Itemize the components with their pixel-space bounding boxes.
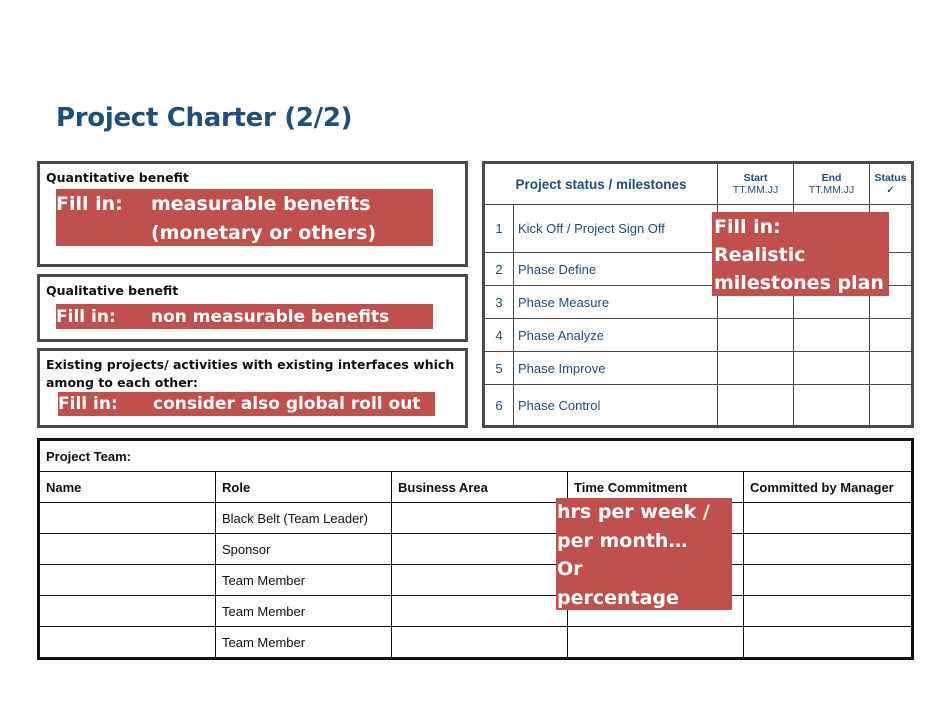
existing-fill-prefix: Fill in:	[58, 394, 118, 414]
start-label: Start	[743, 172, 768, 184]
time-fill-line1: hrs per week /	[557, 501, 710, 523]
milestone-status-cell[interactable]	[870, 319, 913, 352]
existing-fill-note	[58, 392, 435, 416]
table-row	[39, 534, 913, 565]
existing-projects-label: Existing projects/ activities with existing interfaces which among to each other:	[46, 357, 455, 390]
milestone-number: 4	[484, 319, 514, 352]
milestone-name: Phase Analyze	[514, 319, 718, 352]
role-cell: Black Belt (Team Leader)	[216, 503, 392, 534]
time-commitment-cell[interactable]	[568, 627, 744, 659]
table-row	[39, 565, 913, 596]
time-fill-line4: percentage	[557, 586, 679, 609]
milestones-fill-line3: milestones plan	[714, 272, 884, 294]
milestone-name: Phase Define	[514, 253, 718, 286]
start-format: TT.MM.JJ	[732, 184, 779, 196]
role-cell: Team Member	[216, 627, 392, 659]
quantitative-fill-line1: measurable benefits	[151, 193, 371, 215]
table-row	[39, 627, 913, 659]
status-header	[870, 163, 913, 205]
committed-cell[interactable]	[744, 627, 913, 659]
table-row	[39, 596, 913, 627]
milestone-row	[484, 319, 913, 352]
milestone-start-cell[interactable]	[718, 319, 794, 352]
table-row	[39, 503, 913, 534]
start-header	[718, 163, 794, 205]
quantitative-fill-note	[56, 189, 433, 246]
col-time-commitment-header: Time Commitment	[568, 472, 744, 503]
milestones-header-row	[484, 163, 913, 205]
milestone-status-cell[interactable]	[870, 385, 913, 427]
milestone-number: 6	[484, 385, 514, 427]
milestones-header: Project status / milestones	[484, 163, 718, 205]
end-header	[794, 163, 870, 205]
milestone-row	[484, 385, 913, 427]
milestone-row	[484, 352, 913, 385]
col-committed-by-manager-header: Committed by Manager	[744, 472, 913, 503]
milestone-name: Phase Measure	[514, 286, 718, 319]
business-area-cell[interactable]	[392, 503, 568, 534]
milestone-name: Phase Improve	[514, 352, 718, 385]
milestone-end-cell[interactable]	[794, 385, 870, 427]
business-area-cell[interactable]	[392, 534, 568, 565]
committed-cell[interactable]	[744, 534, 913, 565]
team-header-row	[39, 472, 913, 503]
name-cell[interactable]	[39, 565, 216, 596]
name-cell[interactable]	[39, 534, 216, 565]
business-area-cell[interactable]	[392, 627, 568, 659]
quantitative-fill-prefix: Fill in:	[56, 193, 123, 215]
milestone-start-cell[interactable]	[718, 385, 794, 427]
status-label: Status	[874, 172, 907, 184]
milestone-number: 2	[484, 253, 514, 286]
business-area-cell[interactable]	[392, 596, 568, 627]
business-area-cell[interactable]	[392, 565, 568, 596]
team-title-row	[39, 440, 913, 472]
checkmark-icon: ✓	[886, 184, 895, 196]
milestone-status-cell[interactable]	[870, 352, 913, 385]
committed-cell[interactable]	[744, 596, 913, 627]
end-label: End	[821, 172, 842, 184]
role-cell: Sponsor	[216, 534, 392, 565]
quantitative-fill-line2: (monetary or others)	[151, 222, 377, 244]
project-team-table	[37, 438, 914, 660]
qualitative-fill-prefix: Fill in:	[56, 307, 116, 327]
milestone-end-cell[interactable]	[794, 352, 870, 385]
milestone-number: 1	[484, 205, 514, 253]
milestones-fill-note	[712, 212, 889, 296]
milestone-start-cell[interactable]	[718, 352, 794, 385]
time-fill-line2: per month…	[557, 529, 688, 552]
col-business-area-header: Business Area	[392, 472, 568, 503]
milestones-fill-line2: Realistic	[714, 244, 806, 266]
milestones-fill-line1: Fill in:	[714, 216, 781, 238]
committed-cell[interactable]	[744, 565, 913, 596]
col-name-header: Name	[39, 472, 216, 503]
qualitative-fill-note	[56, 304, 433, 329]
milestone-name: Kick Off / Project Sign Off	[514, 205, 718, 253]
team-title: Project Team:	[39, 440, 913, 472]
quantitative-benefit-label: Quantitative benefit	[46, 170, 189, 185]
role-cell: Team Member	[216, 596, 392, 627]
committed-cell[interactable]	[744, 503, 913, 534]
role-cell: Team Member	[216, 565, 392, 596]
name-cell[interactable]	[39, 503, 216, 534]
name-cell[interactable]	[39, 627, 216, 659]
milestone-number: 5	[484, 352, 514, 385]
page-title: Project Charter (2/2)	[56, 103, 353, 133]
col-role-header: Role	[216, 472, 392, 503]
time-commitment-fill-note	[556, 498, 732, 610]
end-format: TT.MM.JJ	[808, 184, 855, 196]
existing-projects-box	[37, 348, 468, 428]
existing-fill-text: consider also global roll out	[153, 394, 421, 414]
milestone-end-cell[interactable]	[794, 319, 870, 352]
time-fill-line3: Or	[557, 558, 583, 580]
milestone-number: 3	[484, 286, 514, 319]
name-cell[interactable]	[39, 596, 216, 627]
qualitative-benefit-label: Qualitative benefit	[46, 283, 179, 298]
qualitative-fill-text: non measurable benefits	[151, 307, 390, 327]
milestone-name: Phase Control	[514, 385, 718, 427]
